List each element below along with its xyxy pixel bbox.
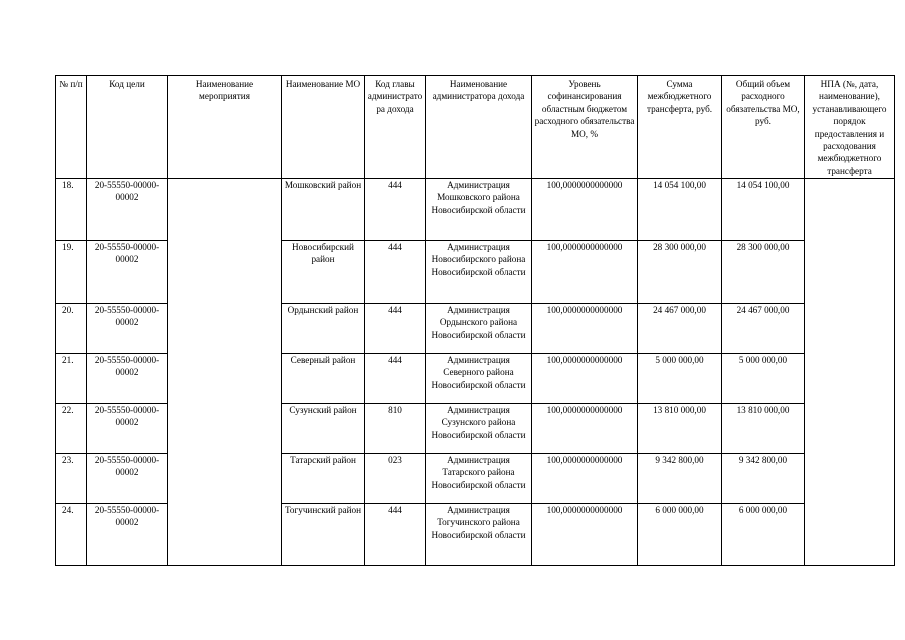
row-level: 100,0000000000000 [532,404,638,454]
row-admin-code: 444 [365,179,426,241]
row-code: 20-55550-00000-00002 [87,504,168,566]
row-admin-code: 444 [365,241,426,304]
row-total: 24 467 000,00 [722,304,805,354]
row-code: 20-55550-00000-00002 [87,354,168,404]
row-mo: Тогучинский район [282,504,365,566]
row-level: 100,0000000000000 [532,241,638,304]
row-admin-name: Администрация Сузунского района Новосибирской области [426,404,532,454]
row-num: 24. [56,504,87,566]
npa-cell-merged [805,179,895,566]
header-code: Код цели [87,76,168,179]
row-level: 100,0000000000000 [532,304,638,354]
row-admin-code: 023 [365,454,426,504]
row-admin-name: Администрация Тогучинского района Новосибирской области [426,504,532,566]
row-num: 19. [56,241,87,304]
row-num: 20. [56,304,87,354]
row-total: 6 000 000,00 [722,504,805,566]
header-row [56,76,895,179]
row-admin-code: 810 [365,404,426,454]
row-sum: 6 000 000,00 [638,504,722,566]
row-admin-name: Администрация Татарского района Новосибирской области [426,454,532,504]
row-admin-name: Администрация Северного района Новосибирской области [426,354,532,404]
header-event: Наименование мероприятия [168,76,282,179]
row-mo: Мошковский район [282,179,365,241]
row-sum: 9 342 800,00 [638,454,722,504]
row-code: 20-55550-00000-00002 [87,454,168,504]
row-admin-name: Администрация Ордынского района Новосибирской области [426,304,532,354]
row-sum: 5 000 000,00 [638,354,722,404]
row-level: 100,0000000000000 [532,454,638,504]
row-mo: Новосибирский район [282,241,365,304]
row-code: 20-55550-00000-00002 [87,241,168,304]
header-level: Уровень софинансирования областным бюджетом расходного обязательства МО, % [532,76,638,179]
row-code: 20-55550-00000-00002 [87,404,168,454]
row-sum: 24 467 000,00 [638,304,722,354]
header-total: Общий объем расходного обязательства МО, руб. [722,76,805,179]
header-npa: НПА (№, дата, наименование), устанавливающего порядок предоставления и расходования межбюджетного трансферта [805,76,895,179]
row-num: 21. [56,354,87,404]
header-sum: Сумма межбюджетного трансферта, руб. [638,76,722,179]
row-num: 22. [56,404,87,454]
row-admin-name: Администрация Мошковского района Новосибирской области [426,179,532,241]
row-total: 28 300 000,00 [722,241,805,304]
header-num: № п/п [56,76,87,179]
table-row [56,179,895,241]
header-mo: Наименование МО [282,76,365,179]
row-code: 20-55550-00000-00002 [87,179,168,241]
row-total: 9 342 800,00 [722,454,805,504]
row-num: 18. [56,179,87,241]
row-level: 100,0000000000000 [532,354,638,404]
header-admin-code: Код главы администратора дохода [365,76,426,179]
row-total: 5 000 000,00 [722,354,805,404]
row-mo: Ордынский район [282,304,365,354]
row-sum: 28 300 000,00 [638,241,722,304]
header-admin-name: Наименование администратора дохода [426,76,532,179]
row-mo: Татарский район [282,454,365,504]
row-total: 13 810 000,00 [722,404,805,454]
row-mo: Сузунский район [282,404,365,454]
row-level: 100,0000000000000 [532,504,638,566]
row-sum: 14 054 100,00 [638,179,722,241]
row-total: 14 054 100,00 [722,179,805,241]
row-admin-code: 444 [365,354,426,404]
row-level: 100,0000000000000 [532,179,638,241]
transfer-table [55,75,895,566]
row-num: 23. [56,454,87,504]
event-cell-merged [168,179,282,566]
row-admin-code: 444 [365,504,426,566]
row-mo: Северный район [282,354,365,404]
row-code: 20-55550-00000-00002 [87,304,168,354]
row-admin-name: Администрация Новосибирского района Новосибирской области [426,241,532,304]
row-admin-code: 444 [365,304,426,354]
row-sum: 13 810 000,00 [638,404,722,454]
